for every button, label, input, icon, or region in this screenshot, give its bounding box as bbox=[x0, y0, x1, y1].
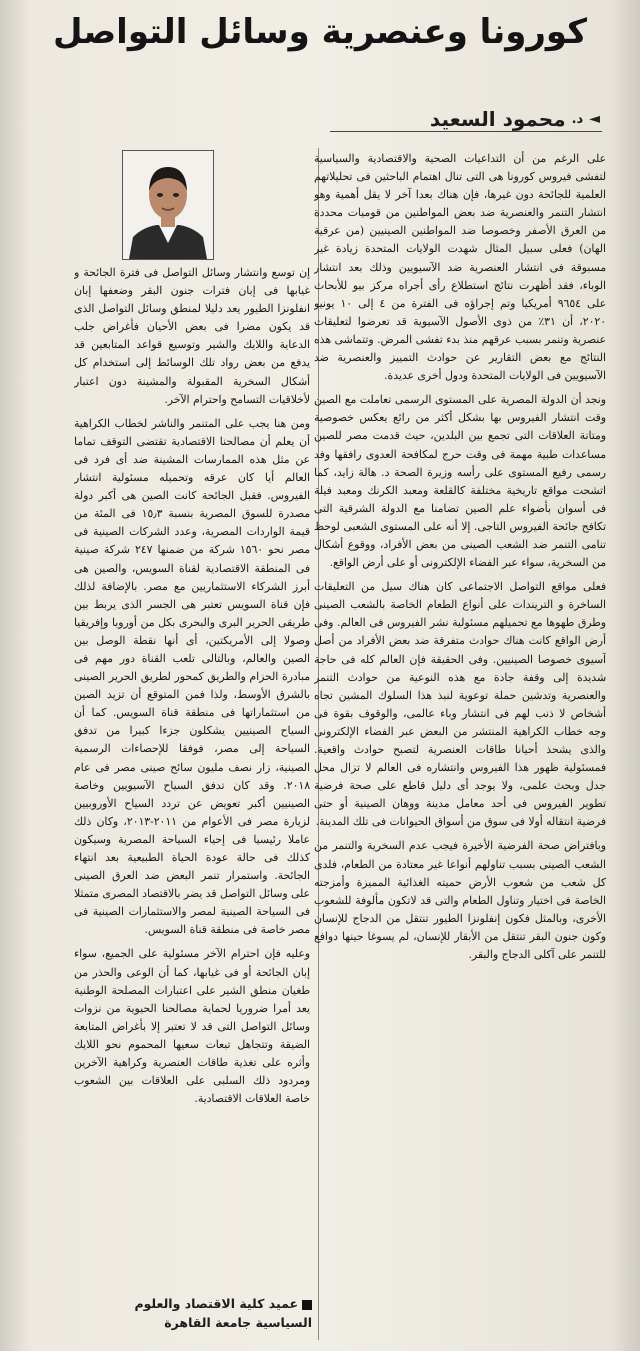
byline bbox=[430, 104, 600, 134]
article-column-left bbox=[74, 264, 310, 1280]
page-shadow-right bbox=[610, 0, 640, 1351]
paragraph: وعليه فإن احترام الآخر مسئولية على الجميع، سواء إبان الجائحة أو فى غيابها، كما أن الوعى والحذر من طغيان منطق الشير على اعتبارات المصلحة الوطنية يعد أمرا ضروريا لحماية مصالحنا الحيوية من نزوات وسائل التواصل التى قد لا تعتبر إلا بأغراض المتابعة الضيقة وتتجاهل تبعات سعيها المحموم نحو اللايك وأثره على تغذية طاقات العنصرية وكراهية الآخرين ومردود ذلك السلبى على العلاقات بين الشعوب خاصة العلاقات الاقتصادية. bbox=[74, 947, 310, 1106]
paragraph: وبافتراض صحة الفرضية الأخيرة فيجب عدم السخرية والتنمر من الشعب الصينى بسبب تناولهم أنواعا غير معتادة من الطعام، فلدى كل شعب من شعوب الأرض حميته الغذائية المميزة وأمزجته الخاصة فى اختيار وتناول الطعام والتى قد لاتكون مألوفة للشعوب الأخرى، وبالمثل فكون إنفلونزا الطيور تنتقل من الدجاج للإنسان وكون جنون البقر تنتقل من الأبقار للإنسان، لم يسوغا حينها دوافع للتنمر على آكلى الدجاج والبقر. bbox=[314, 839, 606, 962]
paragraph: ونجد أن الدولة المصرية على المستوى الرسمى تعاملت مع الصين وقت انتشار الفيروس بها بشكل أكثر من رائع يعكس خصوصية ومتانة العلاقات التى تجمع بين البلدين، حيث قدمت مصر للصين مساعدات طبية مهمة فى وقت حرج لمكافحة العدوى رافقها وفد رسمى رفيع المستوى على رأسه وزيرة الصحة د. هالة زايد، كما اتشحت مواقع تاريخية مختلفة كالقلعة ومعبد الكرنك ومعبد فيلة فى أسوان بأضواء علم الصين تضامنا مع الدولة الشرقية التى تكافح جائحة الفيروس التاجى. إلا أنه على المستوى الشعبى لوحظ تنامى التنمر ضد الشعب الصينى من بعض الأفراد، ووقوع أشكال من السخرية، سواء عبر الفضاء الإلكترونى أو على أرض الواقع. bbox=[314, 393, 606, 570]
author-note bbox=[60, 1294, 312, 1332]
paragraph: على الرغم من أن التداعيات الصحية والاقتصادية والسياسية لتفشى فيروس كورونا هى التى تنال اهتمام الباحثين فى تحليلاتهم العلمية للجائحة دون غيرها، فإن هناك بعدا آخر لا يقل أهمية وهو انتشار التنمر والعنصرية ضد بعض المواطنين من قوميات محددة من العرق الأصفر وخصوصا ضد المواطنين الصينيين (من عرقية الهان) فعلى سبيل المثال شهدت الولايات المتحدة زيادة غير مسبوقة فى انتشار العنصرية ضد الآسيويين وذلك بعد انتشار الوباء، فقد أظهرت نتائج استطلاع رأى أجراه مركز بيو للأبحاث على ٩٦٥٤ أمريكيا وتم إجراؤه فى الفترة من ٤ إلى ١٠ يونيو ٢٠٢٠، أن ٣١٪ من ذوى الأصول الآسيوية قد تعرضوا لتعليقات عنصرية وتنمر بسبب عرقهم منذ بدء تفشى المرض. وتتماشى هذه النتائج مع بعض التقارير عن حوادث التمييز والعنصرية ضد الآسيويين فى الولايات المتحدة ودول أخرى عديدة. bbox=[314, 152, 606, 383]
triangle-marker-icon: ◄ bbox=[589, 111, 600, 127]
paragraph: إن توسع وانتشار وسائل التواصل فى فترة الجائحة و غيابها فى إبان فترات جنون البقر وضعفها إبان انفلونزا الطيور يعد دليلا لمنطق وسائل التواصل الذى قد يكون مضرا فى بعض الأحيان فأغراض جلب الدعاية واللايك والشير وتوسيع قواعد المتابعين قد يدفع من بعض رواد تلك الوسائط إلى استخدام كل أشكال السخرية المقبولة والمشينة دون اعتبار لأخلاقيات التسامح واحترام الآخر. bbox=[74, 266, 310, 406]
author-note-line1-text: عميد كلية الاقتصاد والعلوم bbox=[134, 1296, 298, 1311]
byline-rule bbox=[330, 131, 602, 132]
author-note-line2: السياسية جامعة القاهرة bbox=[164, 1315, 312, 1330]
author-portrait-icon bbox=[123, 151, 213, 259]
author-prefix: د. bbox=[571, 111, 584, 127]
square-bullet-icon bbox=[302, 1300, 312, 1310]
article-column-right bbox=[314, 150, 606, 1338]
author-note-line1 bbox=[60, 1294, 312, 1313]
paragraph: فعلى مواقع التواصل الاجتماعى كان هناك سيل من التعليقات الساخرة و التريندات على أنواع الطعام الخاصة بالشعب الصينى وطرق طهوها مع تحميلهم مسئولية نشر الفيروس فى العالم. وفى أرض الواقع كانت هناك حوادث متفرقة ضد بعض الأفراد من أصل آسيوى خصوصا الصينيين. وفى الحقيقة فإن العالم كله فى حاجة شديدة إلى وقفة جادة مع هذه النوعية من حوادث التنمر والعنصرية وتدشين حملة توعوية لنبذ هذا السلوك المشين تجاه أشخاص لا ذنب لهم فى انتشار وباء عالمى، والوقوف بقوة فى وجه خطاب الكراهية المنتشر من البعض عبر الفضاء الإلكترونى والذى يشحذ أحيانا طاقات العنصرية لتصبح حوادث واقعية. فمسئولية ظهور هذا الفيروس وانتشاره فى العالم لا تزال محل جدل وبحث علمى، ولا يوجد أى دليل قاطع على صحة فرضية تطوير الفيروس فى أحد معامل مدينة ووهان الصينية أو حتى فرضية انتقاله أولا فى سوق من أسواق الحيوانات فى تلك المدينة. bbox=[314, 580, 606, 829]
author-photo bbox=[122, 150, 214, 260]
page-shadow-left bbox=[0, 0, 30, 1351]
article-headline: كورونا وعنصرية وسائل التواصل bbox=[52, 12, 588, 52]
paragraph: ومن هنا يجب على المتنمر والناشر لخطاب الكراهية أن يعلم أن مصالحنا الاقتصادية تقتضى التوقف تماما عن مثل هذه الممارسات المشينة ضد أى فرد فى العالم أيا كان عرقه وتحميله مسئولية انتشار الفيروس. فقبل الجائحة كانت الصين هى أكبر دولة مصدرة للسوق المصرية بنسبة ١٥٫٣ فى المئة من قيمة الواردات المصرية، وعدد الشركات الصينية فى مصر نحو ١٥٦٠ شركة من ضمنها ٢٤٧ شركة صينية فى المنطقة الاقتصادية لقناة السويس، والصين هى أبرز الشركاء الاستثماريين مع مصر. بالإضافة لذلك فإن قناة السويس تعتبر هى الجسر الذى يربط بين طريقى الحرير البرى والبحرى بكل من أوروبا وإفريقيا وصولا إلى الأمريكتين، أى أنها نقطة الوصل بين الصين والعالم، وبالتالى تلعب القناة دور مهم فى مبادرة الحزام والطريق كمحور لطريق الحرير الصينى بالشرق الأوسط، ولذا فمن المتوقع أن تزيد الصين من استثماراتها فى منطقة قناة السويس. كما أن السياح الصينيين يشكلون جزءا كبيرا من تدفق السياحة إلى مصر، فوفقا للإحصاءات الرسمية الصينية، زار نصف مليون سائح صينى مصر فى عام ٢٠١٨. وقد كان تدفق السياح الآسيويين وخاصة الصينيين أكبر تعويض عن تردد السياح الأوروبيين لزيارة مصر فى الأعوام من ٢٠١١-٢٠١٣، وكان ذلك عاملا رئيسيا فى إحياء السياحة المصرية وسيكون كذلك فى حالة عودة الحياة الطبيعية بعد انتهاء الجائحة. واستمرار تنمر البعض ضد العرق الصينى على وسائل التواصل قد يضر بالاقتصاد المصرى متمثلا فى السياحة الصينية لمصر والاستثمارات الصينية فى مصر خاصة فى منطقة قناة السويس. bbox=[74, 416, 310, 937]
author-name: محمود السعيد bbox=[429, 107, 566, 131]
